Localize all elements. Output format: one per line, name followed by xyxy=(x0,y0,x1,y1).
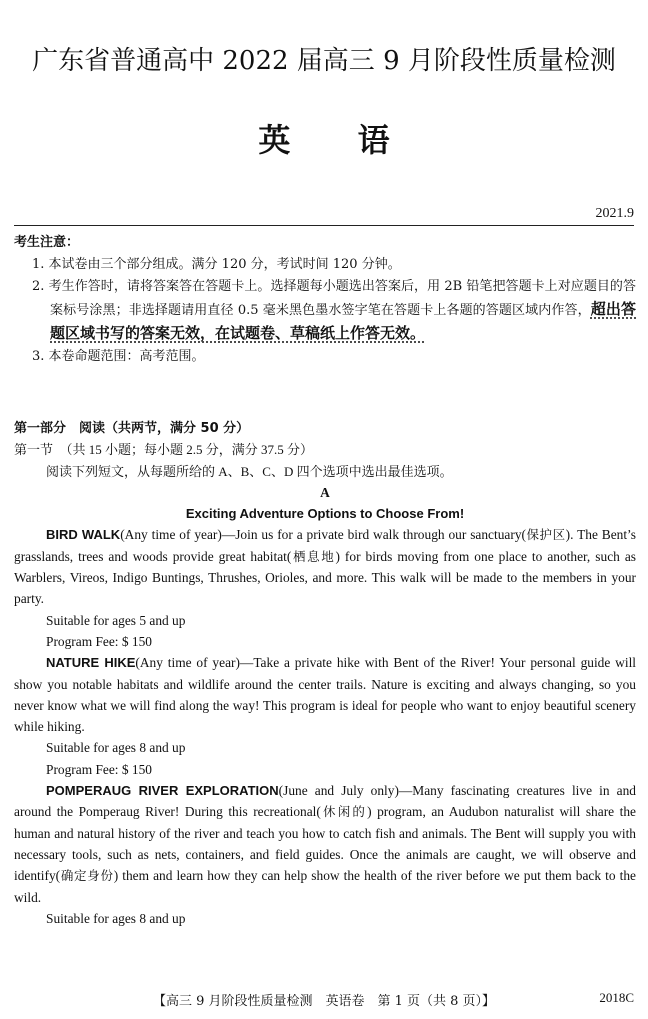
river-text-1: (June and July only)—Many fascinating creatures live in and around the Pomperaug River! During this recreational( xyxy=(14,783,637,820)
note-item-3: 3. 本卷命题范围：高考范围。 xyxy=(32,349,205,364)
nature-hike-text: (Any time of year)—Take a private hike with Bent of the River! Your personal guide will show you notable habitats and wildlife around the center trails. Nature is exciting and always changing, so you never know what we will find along the way! This program is ideal for people who want to enjoy beautiful scenery while hiking. xyxy=(14,655,637,735)
footer-code: 2018C xyxy=(599,990,634,1005)
river-gloss-2: 确定身份 xyxy=(60,868,114,884)
subject-title: 英 语 xyxy=(258,121,418,159)
bird-walk-ages: Suitable for ages 5 and up xyxy=(46,612,186,628)
bird-walk-text-1: (Any time of year)—Join us for a private bird walk through our sanctuary( xyxy=(120,527,526,543)
note-item-2 xyxy=(0,276,636,346)
bird-walk-name: BIRD WALK xyxy=(46,527,121,543)
bird-walk-text-3: ) for birds moving from one place to another, such as Warblers, Vireos, Indigo Buntings, Thrushes, Orioles, and more. This walk will be made to the members in your party. xyxy=(14,548,636,607)
river-exploration-paragraph xyxy=(14,780,636,908)
passage-title: Exciting Adventure Options to Choose From! xyxy=(185,506,465,522)
river-exploration-ages: Suitable for ages 8 and up xyxy=(46,910,186,926)
passage-letter: A xyxy=(320,484,330,500)
exam-date: 2021.9 xyxy=(595,206,634,221)
river-gloss-1: 休闲的 xyxy=(320,804,368,820)
bird-walk-fee: Program Fee: $ 150 xyxy=(46,633,152,649)
river-text-2: ) program, an Audubon naturalist will share the human and natural history of the river and teach you how to catch fish and animals. The Bent will supply you with necessary tools, such as nets, containers, and field guides. Once the animals are caught, we will observe and identify( xyxy=(14,804,636,884)
bird-walk-gloss-1: 保护区 xyxy=(525,527,566,543)
river-exploration-name: POMPERAUG RIVER EXPLORATION xyxy=(46,783,279,799)
nature-hike-fee: Program Fee: $ 150 xyxy=(46,761,152,777)
part-heading: 第一部分 阅读（共两节，满分 50 分） xyxy=(14,421,250,436)
bird-walk-paragraph xyxy=(14,524,636,609)
river-text-3: ) them and learn how they can help show the health of the river before we put them back to the wild. xyxy=(14,868,636,905)
bird-walk-gloss-2: 栖息地 xyxy=(291,548,336,564)
note-item-2-emphasis: 超出答题区域书写的答案无效，在试题卷、草稿纸上作答无效。 xyxy=(50,300,636,342)
nature-hike-paragraph xyxy=(14,652,636,737)
exam-title: 广东省普通高中 2022 届高三 9 月阶段性质量检测 xyxy=(32,46,616,76)
section-instruction: 阅读下列短文，从每题所给的 A、B、C、D 四个选项中选出最佳选项。 xyxy=(46,463,453,479)
nature-hike-ages: Suitable for ages 8 and up xyxy=(46,740,186,756)
section-heading: 第一节 （共 15 小题；每小题 2.5 分，满分 37.5 分） xyxy=(14,442,314,458)
note-item-1: 1. 本试卷由三个部分组成。满分 120 分，考试时间 120 分钟。 xyxy=(32,257,401,272)
note-item-2-text: 2. 考生作答时，请将答案答在答题卡上。选择题每小题选出答案后，用 2B 铅笔把答题卡上对应题目的答案标号涂黑；非选择题请用直径 0.5 毫米黑色墨水签字笔在答题卡上各题的答题区域内作答， xyxy=(32,279,636,318)
reading-section xyxy=(14,418,636,929)
candidate-notes xyxy=(14,232,636,368)
header-divider xyxy=(14,225,634,226)
notes-heading: 考生注意： xyxy=(14,235,80,250)
footer-page-info: 【高三 9 月阶段性质量检测 英语卷 第 1 页（共 8 页）】 xyxy=(152,994,496,1009)
bird-walk-text-2: ). The Bent’s grasslands, trees and woods provide great habitat( xyxy=(14,527,636,564)
nature-hike-name: NATURE HIKE xyxy=(46,655,136,671)
